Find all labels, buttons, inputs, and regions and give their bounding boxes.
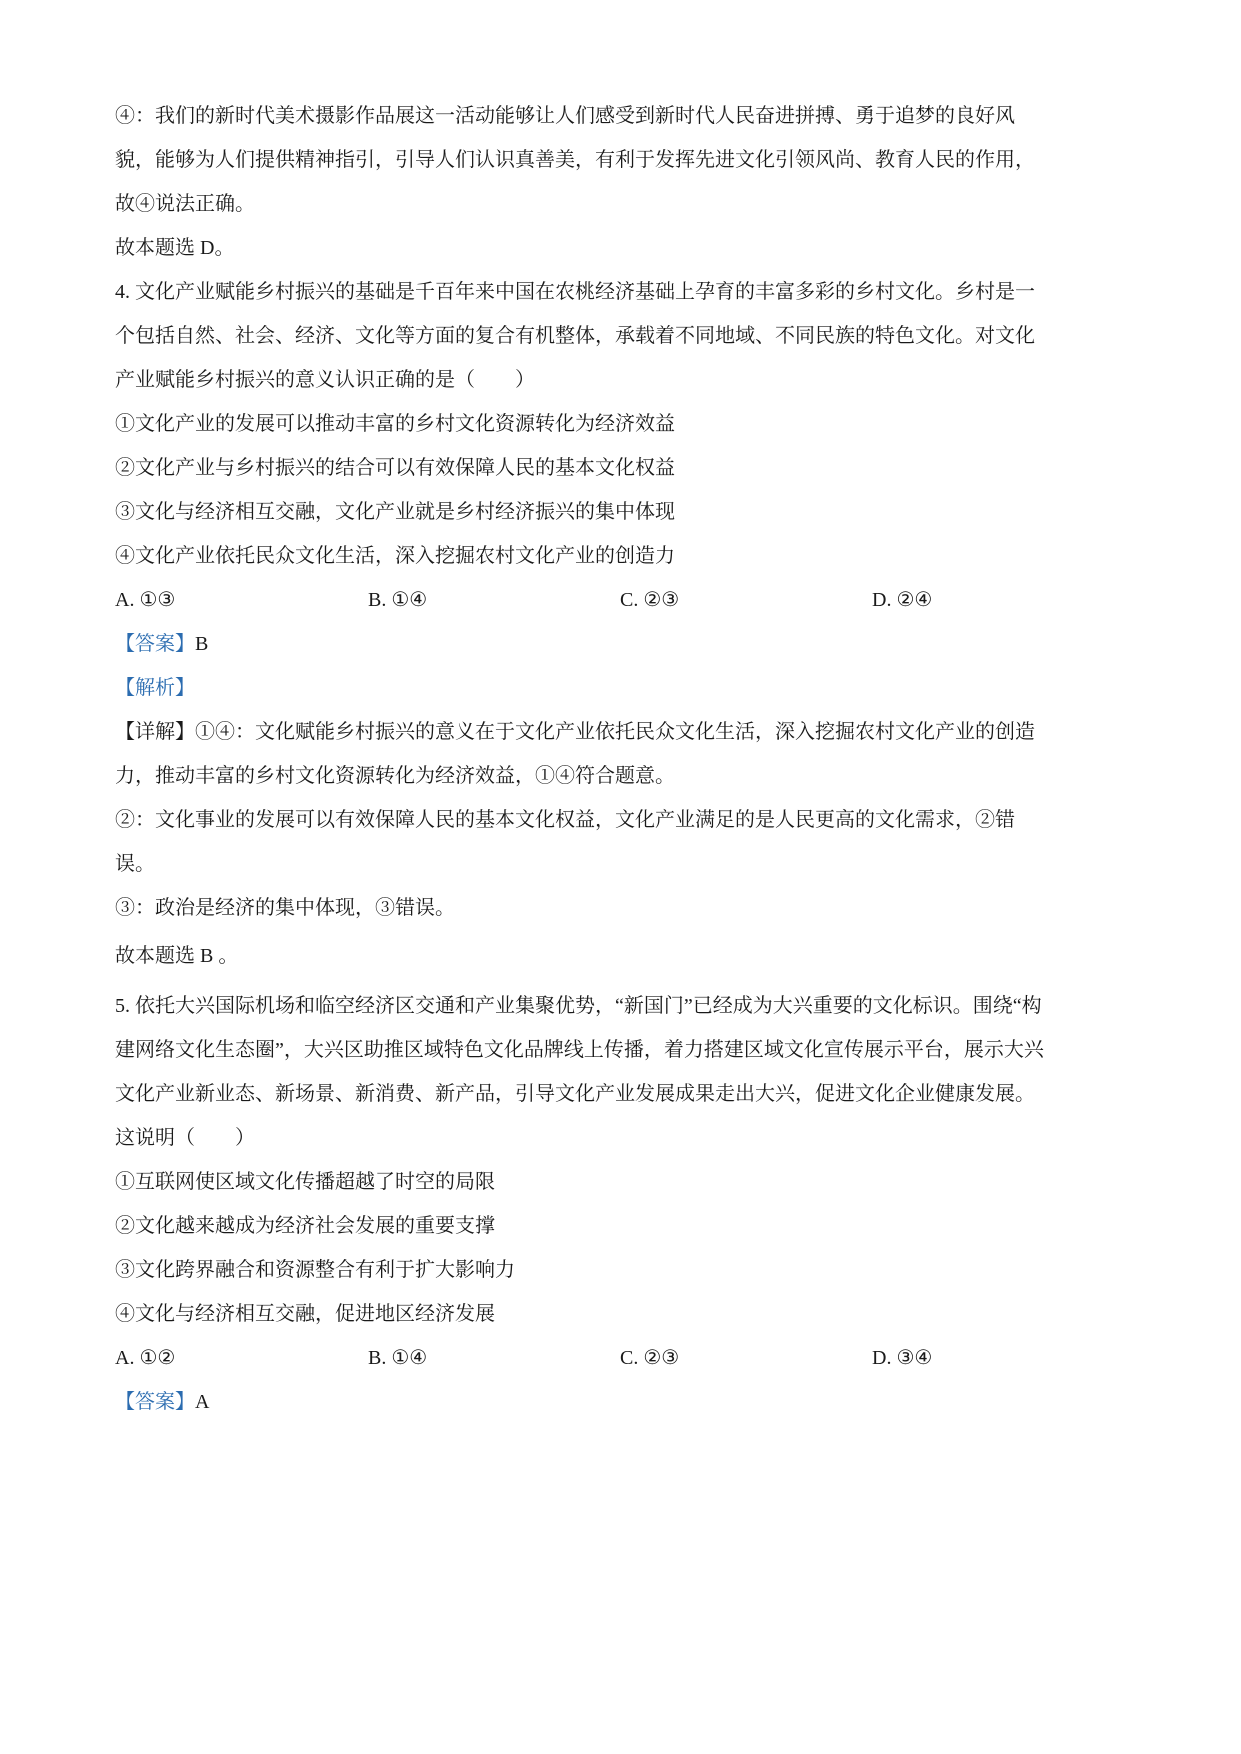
option-b: B. ①④ [368, 589, 428, 611]
answer-tag: 【答案】 [115, 1391, 195, 1413]
answer-line [115, 630, 208, 658]
question-5-stem: 5. 依托大兴国际机场和临空经济区交通和产业集聚优势，“新国门”已经成为大兴重要的文化标识。围绕“构 [115, 995, 1042, 1017]
analysis-heading [115, 674, 195, 702]
option-c: C. ②③ [620, 1347, 680, 1369]
option-d: D. ②④ [872, 589, 933, 611]
detail-line: 力，推动丰富的乡村文化资源转化为经济效益，①④符合题意。 [115, 765, 675, 787]
option-a: A. ①② [115, 1347, 176, 1369]
statement-2: ②文化越来越成为经济社会发展的重要支撑 [115, 1215, 495, 1237]
analysis-text-line: ④：我们的新时代美术摄影作品展这一活动能够让人们感受到新时代人民奋进拼搏、勇于追梦的良好风 [115, 105, 1015, 127]
option-c: C. ②③ [620, 589, 680, 611]
statement-4: ④文化与经济相互交融，促进地区经济发展 [115, 1303, 495, 1325]
answer-tag: 【答案】 [115, 633, 195, 655]
detail-line: 误。 [115, 853, 155, 875]
statement-3: ③文化与经济相互交融，文化产业就是乡村经济振兴的集中体现 [115, 501, 675, 523]
statement-3: ③文化跨界融合和资源整合有利于扩大影响力 [115, 1259, 515, 1281]
answer-value: A [195, 1391, 210, 1413]
answer-value: B [195, 633, 209, 655]
statement-4: ④文化产业依托民众文化生活，深入挖掘农村文化产业的创造力 [115, 545, 675, 567]
detail-line: 【详解】①④：文化赋能乡村振兴的意义在于文化产业依托民众文化生活，深入挖掘农村文化产业的创造 [115, 721, 1035, 743]
conclusion-line: 故本题选 B 。 [115, 945, 239, 967]
question-5-stem: 这说明（ ） [115, 1127, 255, 1149]
question-5-stem: 建网络文化生态圈”，大兴区助推区域特色文化品牌线上传播，着力搭建区域文化宣传展示平台，展示大兴 [115, 1039, 1044, 1061]
detail-line: ③：政治是经济的集中体现，③错误。 [115, 897, 455, 919]
option-a: A. ①③ [115, 589, 176, 611]
statement-2: ②文化产业与乡村振兴的结合可以有效保障人民的基本文化权益 [115, 457, 675, 479]
option-b: B. ①④ [368, 1347, 428, 1369]
question-4-stem: 个包括自然、社会、经济、文化等方面的复合有机整体，承载着不同地域、不同民族的特色文化。对文化 [115, 325, 1035, 347]
detail-line: ②：文化事业的发展可以有效保障人民的基本文化权益，文化产业满足的是人民更高的文化需求，②错 [115, 809, 1015, 831]
option-d: D. ③④ [872, 1347, 933, 1369]
answer-line [115, 1388, 209, 1416]
statement-1: ①文化产业的发展可以推动丰富的乡村文化资源转化为经济效益 [115, 413, 675, 435]
question-5-stem: 文化产业新业态、新场景、新消费、新产品，引导文化产业发展成果走出大兴，促进文化企业健康发展。 [115, 1083, 1035, 1105]
question-4-stem: 产业赋能乡村振兴的意义认识正确的是（ ） [115, 369, 535, 391]
question-4-stem: 4. 文化产业赋能乡村振兴的基础是千百年来中国在农桃经济基础上孕育的丰富多彩的乡村文化。乡村是一 [115, 281, 1035, 303]
conclusion-line: 故本题选 D。 [115, 237, 235, 259]
statement-1: ①互联网使区域文化传播超越了时空的局限 [115, 1171, 495, 1193]
analysis-tag: 【解析】 [115, 677, 195, 699]
analysis-text-line: 故④说法正确。 [115, 193, 255, 215]
analysis-text-line: 貌，能够为人们提供精神指引，引导人们认识真善美，有利于发挥先进文化引领风尚、教育人民的作用， [115, 149, 1035, 171]
